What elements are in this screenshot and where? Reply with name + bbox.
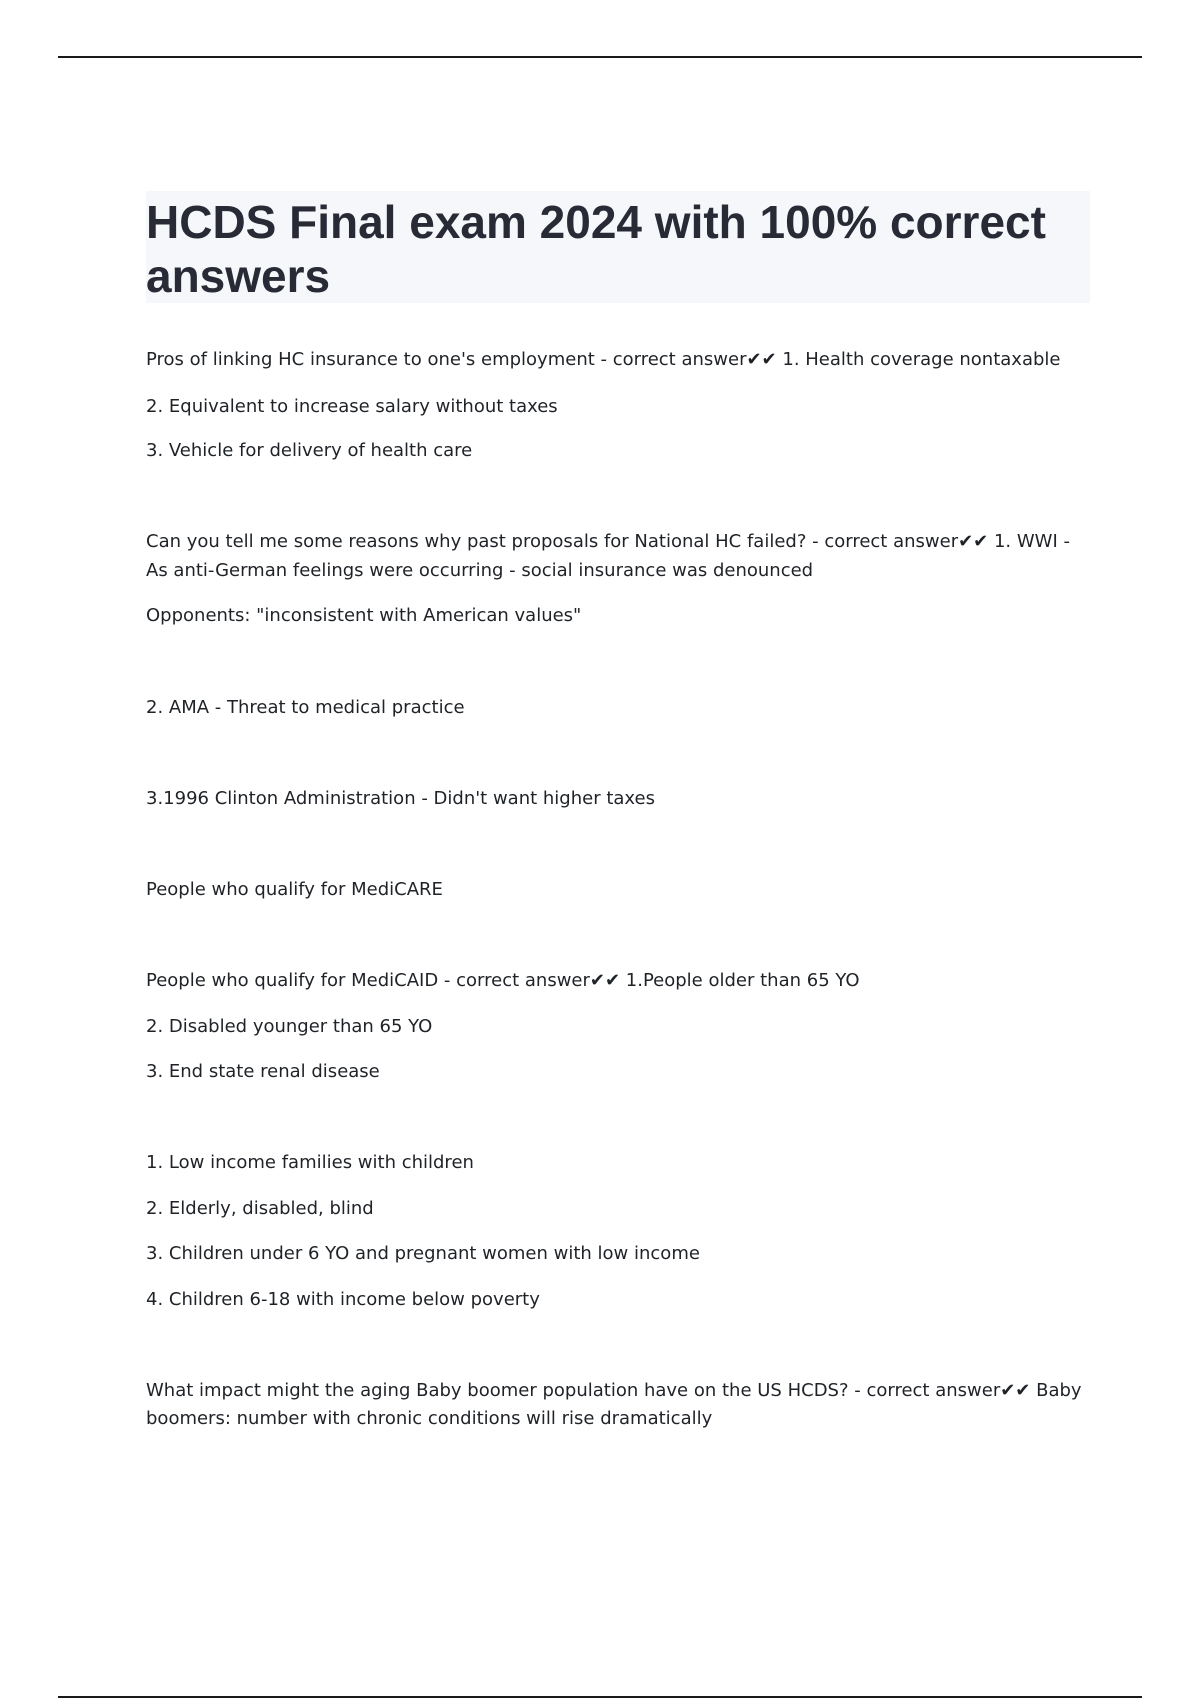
answer-line: boomers: number with chronic conditions will rise dramatically: [146, 1408, 713, 1429]
answer-line: 4. Children 6-18 with income below poverty: [146, 1289, 540, 1310]
top-rule: [58, 56, 1142, 58]
answer-line: 3. End state renal disease: [146, 1061, 380, 1082]
question-employment-insurance: Pros of linking HC insurance to one's employment - correct answer✔✔ 1. Health coverage nontaxable: [146, 349, 1061, 370]
question-medicaid: People who qualify for MediCAID - correct answer✔✔ 1.People older than 65 YO: [146, 970, 860, 991]
question-baby-boomers: What impact might the aging Baby boomer population have on the US HCDS? - correct answer✔✔ Baby: [146, 1380, 1082, 1401]
title-box: [146, 191, 1090, 303]
answer-line: 2. AMA - Threat to medical practice: [146, 697, 465, 718]
answer-line: 1. Low income families with children: [146, 1152, 474, 1173]
answer-line: As anti-German feelings were occurring - social insurance was denounced: [146, 560, 814, 581]
bottom-rule: [58, 1696, 1142, 1698]
answer-line: 2. Disabled younger than 65 YO: [146, 1016, 433, 1037]
page-title: HCDS Final exam 2024 with 100% correct answers: [146, 196, 1046, 302]
answer-line: 3. Vehicle for delivery of health care: [146, 440, 473, 461]
answer-line: 2. Elderly, disabled, blind: [146, 1198, 374, 1219]
answer-line: Opponents: "inconsistent with American values": [146, 605, 582, 626]
answer-line: 3.1996 Clinton Administration - Didn't want higher taxes: [146, 788, 655, 809]
question-national-hc: Can you tell me some reasons why past proposals for National HC failed? - correct answer✔✔ 1. WWI -: [146, 531, 1070, 552]
answer-line: 2. Equivalent to increase salary without taxes: [146, 396, 558, 417]
question-medicare: People who qualify for MediCARE: [146, 879, 443, 900]
answer-line: 3. Children under 6 YO and pregnant women with low income: [146, 1243, 700, 1264]
